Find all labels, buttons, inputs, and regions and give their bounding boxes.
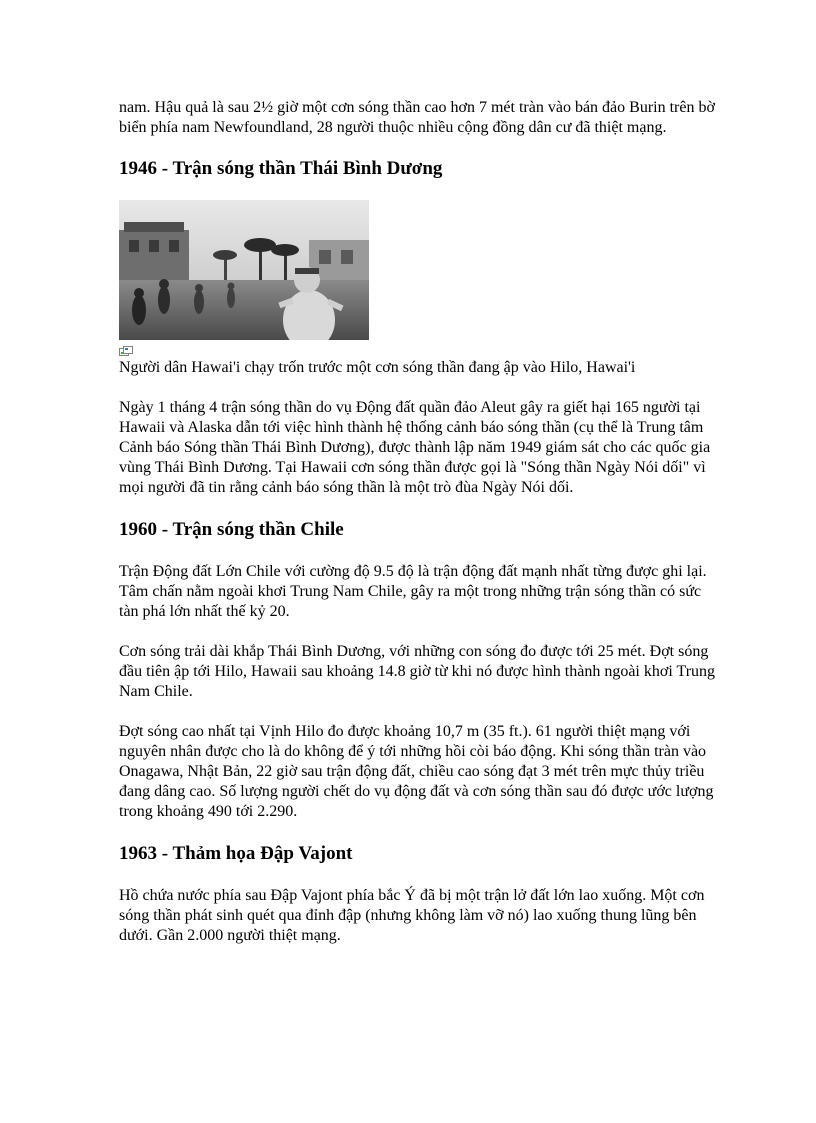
broken-image-icon <box>119 346 133 358</box>
paragraph: Cơn sóng trải dài khắp Thái Bình Dương, với những con sóng đo được tới 25 mét. Đợt sóng đầu tiên ập tới Hilo, Hawaii sau khoảng 14.8 giờ từ khi nó được hình thành ngoài khơi Trung Nam Chile. <box>119 643 716 700</box>
hilo-tsunami-photo <box>119 200 369 340</box>
document-page <box>119 98 719 946</box>
paragraph: Ngày 1 tháng 4 trận sóng thần do vụ Động đất quần đảo Aleut gây ra giết hại 165 người tại Hawaii và Alaska dẫn tới việc hình thành hệ thống cảnh báo sóng thần (cụ thể là Trung tâm Cảnh báo Sóng thần Thái Bình Dương), được thành lập năm 1949 giám sát cho các quốc gia vùng Thái Bình Dương. Tại Hawaii cơn sóng thần được gọi là "Sóng thần Ngày Nói dối" vì mọi người đã tin rằng cảnh báo sóng thần là một trò đùa Ngày Nói dối. <box>119 399 711 496</box>
image-caption: Người dân Hawai'i chạy trốn trước một cơn sóng thần đang ập vào Hilo, Hawai'i <box>119 359 636 376</box>
paragraph: Đợt sóng cao nhất tại Vịnh Hilo đo được khoảng 10,7 m (35 ft.). 61 người thiệt mạng với nguyên nhân được cho là do không để ý tới những hồi còi báo động. Khi sóng thần tràn vào Onagawa, Nhật Bản, 22 giờ sau trận động đất, chiều cao sóng đạt 3 mét trên mực thủy triều đang dâng cao. Số lượng người chết do vụ động đất và cơn sóng thần sau đó được ước lượng trong khoảng 490 tới 2.290. <box>119 723 714 820</box>
intro-paragraph: nam. Hậu quả là sau 2½ giờ một cơn sóng thần cao hơn 7 mét tràn vào bán đảo Burin trên bờ biển phía nam Newfoundland, 28 người thuộc nhiều cộng đồng dân cư đã thiệt mạng. <box>119 99 715 136</box>
paragraph: Trận Động đất Lớn Chile với cường độ 9.5 độ là trận động đất mạnh nhất từng được ghi lại. Tâm chấn nằm ngoài khơi Trung Nam Chile, gây ra một trong những trận sóng thần có sức tàn phá lớn nhất thế kỷ 20. <box>119 563 707 620</box>
section-heading-1946: 1946 - Trận sóng thần Thái Bình Dương <box>119 158 443 179</box>
paragraph: Hồ chứa nước phía sau Đập Vajont phía bắc Ý đã bị một trận lở đất lớn lao xuống. Một cơn sóng thần phát sinh quét qua đỉnh đập (nhưng không làm vỡ nó) lao xuống thung lũng bên dưới. Gần 2.000 người thiệt mạng. <box>119 887 705 944</box>
section-heading-1963: 1963 - Thảm họa Đập Vajont <box>119 843 353 864</box>
section-heading-1960: 1960 - Trận sóng thần Chile <box>119 519 344 540</box>
